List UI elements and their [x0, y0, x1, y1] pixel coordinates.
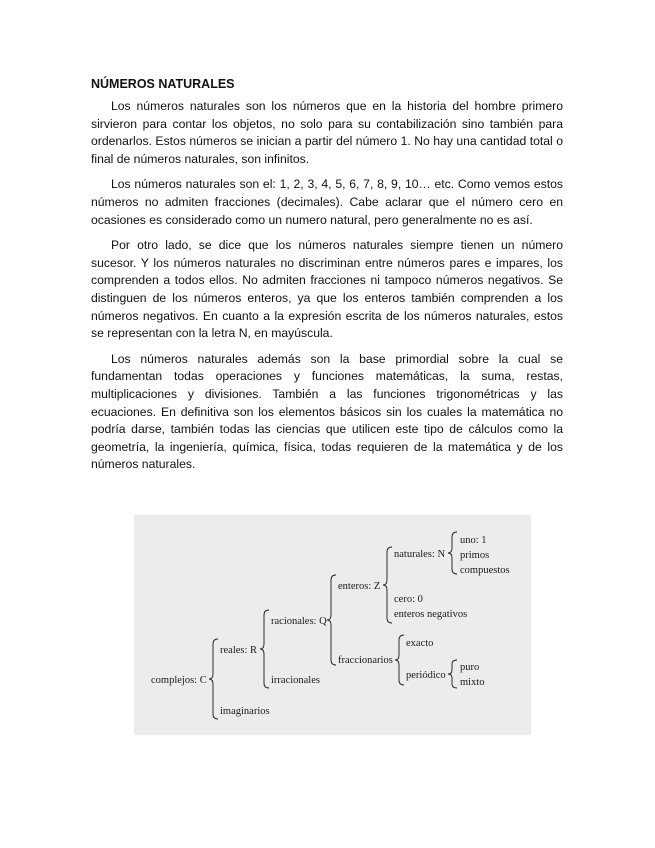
- label-uno: uno: 1: [460, 535, 487, 546]
- label-primos: primos: [460, 550, 490, 561]
- label-exacto: exacto: [406, 638, 434, 649]
- brace-fraccionarios: [395, 635, 404, 685]
- label-enteros-negativos: enteros negativos: [394, 609, 468, 620]
- brace-reales: [260, 610, 269, 688]
- label-reales: reales: R: [220, 645, 258, 656]
- paragraph-2: Los números naturales son el: 1, 2, 3, 4, 5, 6, 7, 8, 9, 10… etc. Como vemos estos números no admiten fracciones (decimales). Cabe aclarar que el número cero en ocasiones es considerado como un numero natural, pero generalmente no es así.: [91, 177, 563, 227]
- paragraph-4: Los números naturales además son la base primordial sobre la cual se fundamentan todas operaciones y funciones matemáticas, la suma, restas, multiplicaciones y divisiones. También a las funciones trigonométricas y las ecuaciones. En definitiva son los elementos básicos sin los cuales la matemática no podría darse, también todas las ciencias que utilicen este tipo de cálculos como la geometría, la ingeniería, química, física, todas requieren de la matemática y de los números naturales.: [91, 351, 563, 472]
- label-enteros: enteros: Z: [338, 581, 381, 592]
- label-mixto: mixto: [460, 677, 485, 688]
- document-title: NÚMEROS NATURALES: [91, 77, 235, 91]
- brace-complejos: [209, 639, 218, 719]
- label-puro: puro: [460, 662, 480, 673]
- label-fraccionarios: fraccionarios: [338, 655, 393, 666]
- number-sets-svg: [134, 515, 531, 735]
- document-body: [91, 76, 563, 482]
- number-sets-diagram: [134, 515, 531, 735]
- label-naturales: naturales: N: [394, 549, 446, 560]
- brace-periodico: [448, 660, 457, 688]
- label-cero: cero: 0: [394, 594, 423, 605]
- label-compuestos: compuestos: [460, 565, 510, 576]
- paragraph-1: Los números naturales son los números que en la historia del hombre primero sirvieron para contar los objetos, no solo para su contabilización sino también para ordenarlos. Estos números se inician a partir del número 1. No hay una cantidad total o final de números naturales, son infinitos.: [91, 99, 563, 166]
- brace-naturales: [448, 532, 457, 574]
- label-racionales: racionales: Q: [271, 616, 327, 627]
- paragraph-3: Por otro lado, se dice que los números naturales siempre tienen un número sucesor. Y los números naturales no discriminan entre números pares e impares, los comprenden a todos ellos. No admiten fracciones ni tampoco números negativos. Se distinguen de los números enteros, ya que los enteros también comprenden a los números negativos. En cuanto a la expresión escrita de los números naturales, estos se representan con la letra N, en mayúscula.: [91, 238, 563, 341]
- label-periodico: periódico: [406, 670, 446, 681]
- label-complejos: complejos: C: [151, 675, 207, 686]
- label-imaginarios: imaginarios: [220, 706, 270, 717]
- brace-enteros: [383, 547, 392, 623]
- brace-racionales: [327, 575, 336, 665]
- label-irracionales: irracionales: [271, 675, 320, 686]
